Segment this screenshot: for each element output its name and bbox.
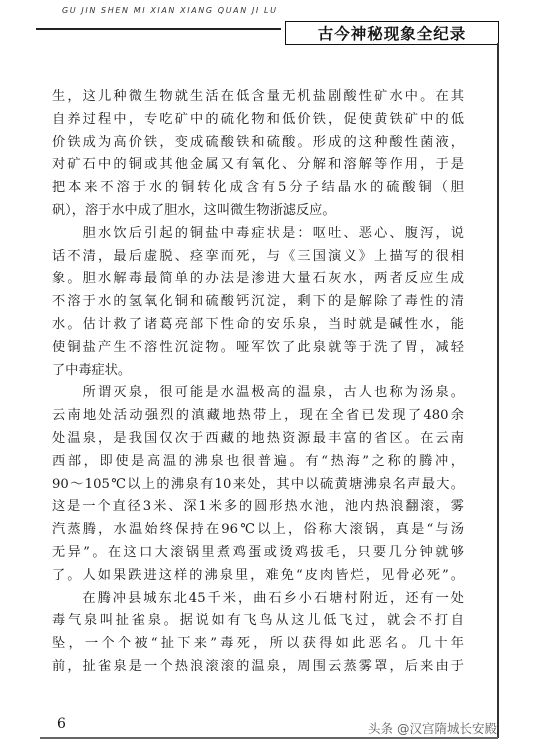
text-line: 对矿石中的铜或其他金属又有氧化、分解和溶解等作用，于是 <box>52 157 464 173</box>
text-line: 90～105℃以上的沸泉有10来处，其中以硫黄塘沸泉名声最大。 <box>52 476 464 492</box>
book-title: 古今神秘现象全纪录 <box>317 24 467 43</box>
text-line: 了。人如果跌进这样的沸泉里，难免“皮肉皆烂，见骨必死”。 <box>52 567 464 583</box>
text-line: 把本来不溶于水的铜转化成含有5分子结晶水的硫酸铜（胆 <box>52 180 464 196</box>
text-line: 毒气泉叫扯雀泉。据说如有飞鸟从这儿低飞过，就会不打自 <box>52 613 464 629</box>
page-frame-bottom <box>40 737 498 739</box>
body-text <box>52 86 464 679</box>
text-line: 坠，一个个被“扯下来”毒死，所以获得如此恶名。几十年 <box>52 636 464 652</box>
text-line: 水。估计救了诸葛亮部下性命的安乐泉，当时就是碱性水，能 <box>52 316 464 332</box>
text-line: 生，这儿种微生物就生活在低含量无机盐剧酸性矿水中。在其 <box>52 89 464 104</box>
text-line: 自养过程中，专吃矿中的硫化物和低价铁，促使黄铁矿中的低 <box>52 111 464 127</box>
text-line: 汽蒸腾，水温始终保持在96℃以上，俗称大滚锅，真是“与汤 <box>52 522 464 538</box>
watermark: 头条 @汉宫隋城长安殿 <box>368 721 497 736</box>
text-line: 不溶于水的氢氧化铜和硫酸钙沉淀，剩下的是解除了毒性的清 <box>52 294 464 310</box>
text-line: 价铁成为高价铁，变成硫酸铁和硫酸。形成的这种酸性菌液， <box>52 134 464 150</box>
header-rule <box>36 28 281 30</box>
header-pinyin: GU JIN SHEN MI XIAN XIANG QUAN JI LU <box>62 6 278 15</box>
text-line: 使铜盐产生不溶性沉淀物。哑军饮了此泉就等于洗了胃，减轻 <box>52 339 464 355</box>
text-line: 无异”。在这口大滚锅里煮鸡蛋或烫鸡拔毛，只要几分钟就够 <box>52 544 464 560</box>
page-number: 6 <box>57 716 66 732</box>
text-line: 象。胆水解毒最简单的办法是渗进大量石灰水，两者反应生成 <box>52 271 464 287</box>
text-line: 处温泉，是我国仅次于西藏的地热资源最丰富的省区。在云南 <box>52 430 464 446</box>
text-line: 这是一个直径3米、深1米多的圆形热水池，池内热浪翻滚，雾 <box>52 499 464 515</box>
header-title-box <box>285 21 499 45</box>
text-line: 矾），溶于水中成了胆水，这叫微生物浙滤反应。 <box>52 202 336 218</box>
text-line: 西部，即使是高温的沸泉也很普遍。有“热海”之称的腾冲， <box>52 453 464 469</box>
text-line: 云南地处活动强烈的滇藏地热带上，现在全省已发现了480余 <box>52 408 464 424</box>
page-frame-right <box>497 43 499 738</box>
text-line: 胆水饮后引起的铜盐中毒症状是：呕吐、恶心、腹泻，说 <box>52 225 464 241</box>
text-line: 在腾冲县城东北45千米，曲石乡小石塘村附近，还有一处 <box>52 590 464 606</box>
text-line: 话不清，最后虚脱、痉挛而死，与《三国演义》上描写的很相 <box>52 248 464 264</box>
text-line: 所谓灭泉，很可能是水温极高的温泉，古人也称为汤泉。 <box>52 385 464 401</box>
text-line: 前，扯雀泉是一个热浪滚滚的温泉，周围云蒸雾罩，后来由于 <box>52 658 464 674</box>
text-line: 了中毒症状。 <box>52 362 132 378</box>
